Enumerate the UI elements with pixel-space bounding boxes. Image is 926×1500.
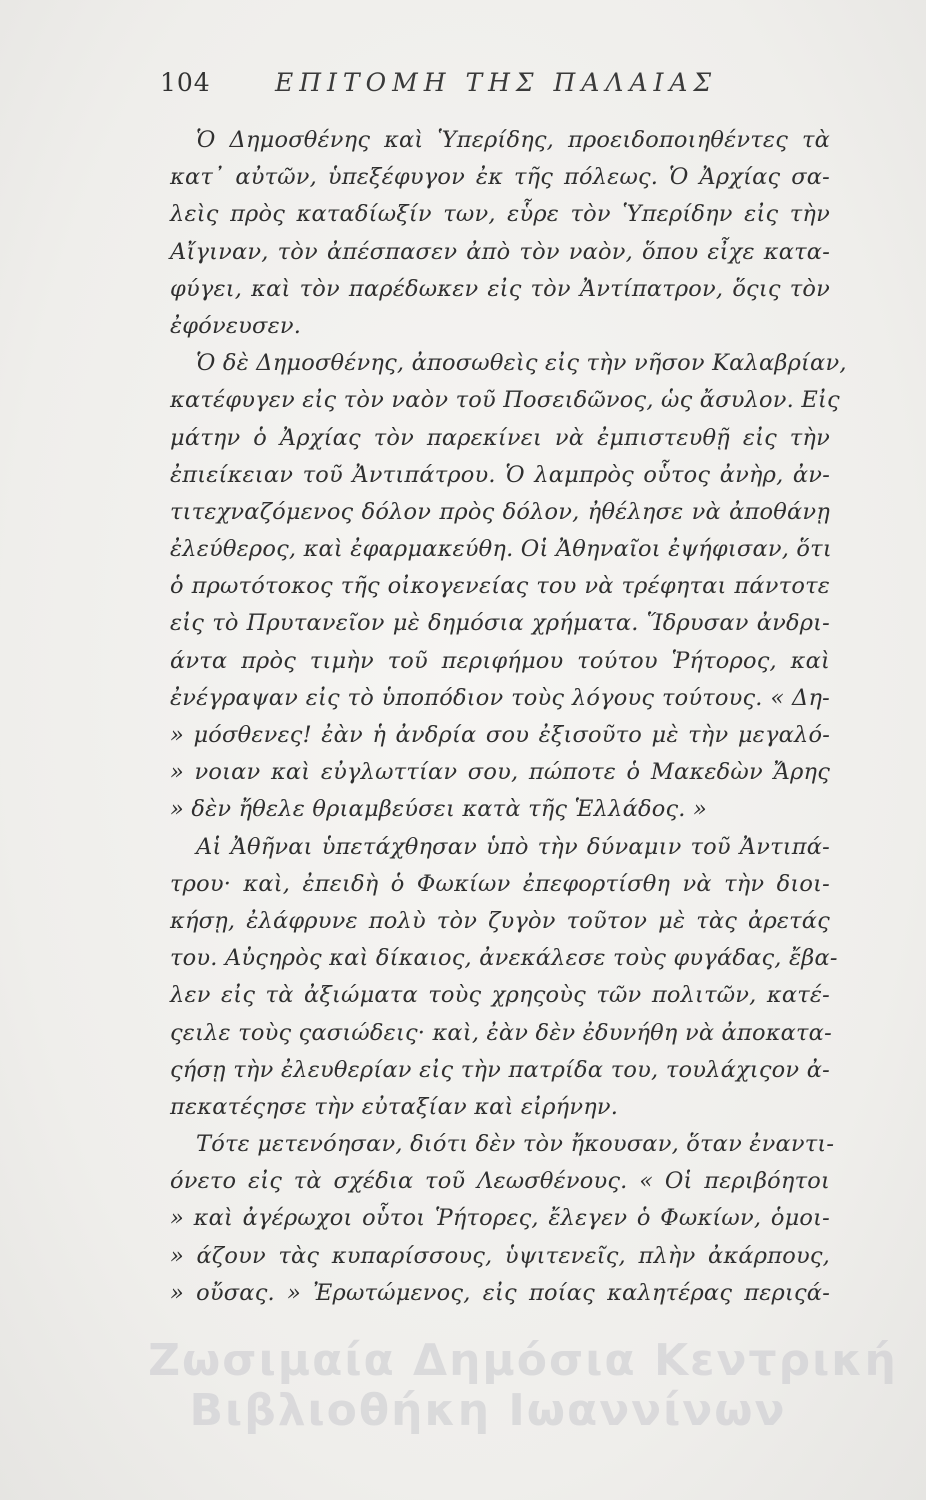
library-watermark-line2: Βιβλιοθήκη Ιωαννίνων bbox=[189, 1385, 787, 1436]
text-line: ςήσῃ τὴν ἐλευθερίαν εἰς τὴν πατρίδα του, τουλάχιςον ἀ- bbox=[170, 1056, 830, 1083]
text-line: Ὁ Δημοσθένης καὶ Ὑπερίδης, προειδοποιηθέντες τὰ bbox=[196, 127, 830, 153]
text-line: εἰς τὸ Πρυτανεῖον μὲ δημόσια χρήματα. Ἵδρυσαν ἀνδρι- bbox=[170, 610, 830, 637]
text-line: πεκατέςησε τὴν εὐταξίαν καὶ εἰρήνην. bbox=[170, 1093, 619, 1120]
text-line: » καὶ ἀγέρωχοι οὗτοι Ῥήτορες, ἔλεγεν ὁ Φωκίων, ὁμοι- bbox=[170, 1205, 830, 1232]
text-line: ἐφόνευσεν. bbox=[170, 312, 302, 339]
library-watermark-line1: Ζωσιμαία Δημόσια Κεντρική bbox=[148, 1335, 898, 1386]
text-line: Τότε μετενόησαν, διότι δὲν τὸν ἤκουσαν, ὅταν ἐναντι- bbox=[196, 1131, 835, 1158]
text-line: τιτεχναζόμενος δόλον πρὸς δόλον, ἠθέλησε νὰ ἀποθάνῃ bbox=[170, 498, 830, 525]
text-line: ςειλε τοὺς ςασιώδεις· καὶ, ἐὰν δὲν ἐδυνήθη νὰ ἀποκατα- bbox=[170, 1019, 832, 1046]
text-line: » νοιαν καὶ εὐγλωττίαν σου, πώποτε ὁ Μακεδὼν Ἄρης bbox=[170, 759, 830, 786]
page-number: 104 bbox=[160, 68, 211, 97]
text-line: ἐλεύθερος, καὶ ἐφαρμακεύθη. Οἱ Ἀθηναῖοι ἐψήφισαν, ὅτι bbox=[170, 536, 832, 563]
text-line: του. Αὐςηρὸς καὶ δίκαιος, ἀνεκάλεσε τοὺς φυγάδας, ἔβα- bbox=[170, 945, 838, 972]
text-line: φύγει, καὶ τὸν παρέδωκεν εἰς τὸν Ἀντίπατρον, ὅςις τὸν bbox=[170, 275, 830, 302]
text-line: ἐπιείκειαν τοῦ Ἀντιπάτρου. Ὁ λαμπρὸς οὗτος ἀνὴρ, ἀν- bbox=[170, 461, 830, 488]
text-line: Αἱ Ἀθῆναι ὑπετάχθησαν ὑπὸ τὴν δύναμιν τοῦ Ἀντιπά- bbox=[196, 833, 830, 860]
text-line: Αἴγιναν, τὸν ἀπέσπασεν ἀπὸ τὸν ναὸν, ὅπου εἶχε κατα- bbox=[170, 238, 830, 265]
text-line: όνετο εἰς τὰ σχέδια τοῦ Λεωσθένους. « Οἱ περιβόητοι bbox=[170, 1168, 830, 1195]
text-line: κήσῃ, ἐλάφρυνε πολὺ τὸν ζυγὸν τοῦτον μὲ τὰς ἀρετάς bbox=[170, 907, 830, 934]
text-line: ὁ πρωτότοκος τῆς οἰκογενείας του νὰ τρέφηται πάντοτε bbox=[170, 573, 830, 600]
text-line: κατ᾽ αὐτῶν, ὑπεξέφυγον ἐκ τῆς πόλεως. Ὁ Ἀρχίας σα- bbox=[170, 164, 830, 191]
text-line: » δὲν ἤθελε θριαμβεύσει κατὰ τῆς Ἑλλάδος. » bbox=[170, 796, 707, 823]
running-title: ΕΠΙΤΟΜΗ ΤΗΣ ΠΑΛΑΙΑΣ bbox=[275, 68, 718, 97]
text-line: λεὶς πρὸς καταδίωξίν των, εὗρε τὸν Ὑπερίδην εἰς τὴν bbox=[170, 201, 830, 228]
text-line: » οὔσας. » Ἐρωτώμενος, εἰς ποίας καλητέρας περιςά- bbox=[170, 1279, 830, 1306]
text-line: Ὁ δὲ Δημοσθένης, ἀποσωθεὶς εἰς τὴν νῆσον Καλαβρίαν, bbox=[196, 350, 847, 377]
text-line: μάτην ὁ Ἀρχίας τὸν παρεκίνει νὰ ἐμπιστευθῇ εἰς τὴν bbox=[170, 424, 830, 451]
text-line: » άζουν τὰς κυπαρίσσους, ὑψιτενεῖς, πλὴν ἀκάρπους, bbox=[170, 1242, 830, 1269]
text-line: τρου· καὶ, ἐπειδὴ ὁ Φωκίων ἐπεφορτίσθη νὰ τὴν διοι- bbox=[170, 870, 830, 897]
page-header bbox=[160, 68, 760, 108]
body-text bbox=[170, 122, 847, 1312]
text-line: » μόσθενες! ἐὰν ἡ ἀνδρία σου ἐξισοῦτο μὲ τὴν μεγαλό- bbox=[170, 722, 830, 748]
text-line: κατέφυγεν εἰς τὸν ναὸν τοῦ Ποσειδῶνος, ὡς ἄσυλον. Εἰς bbox=[170, 387, 840, 414]
text-line: λεν εἰς τὰ ἀξιώματα τοὺς χρηςοὺς τῶν πολιτῶν, κατέ- bbox=[170, 982, 830, 1009]
text-line: άντα πρὸς τιμὴν τοῦ περιφήμου τούτου Ῥήτορος, καὶ bbox=[170, 647, 830, 674]
text-line: ἐνέγραψαν εἰς τὸ ὑποπόδιον τοὺς λόγους τούτους. « Δη- bbox=[170, 684, 830, 711]
